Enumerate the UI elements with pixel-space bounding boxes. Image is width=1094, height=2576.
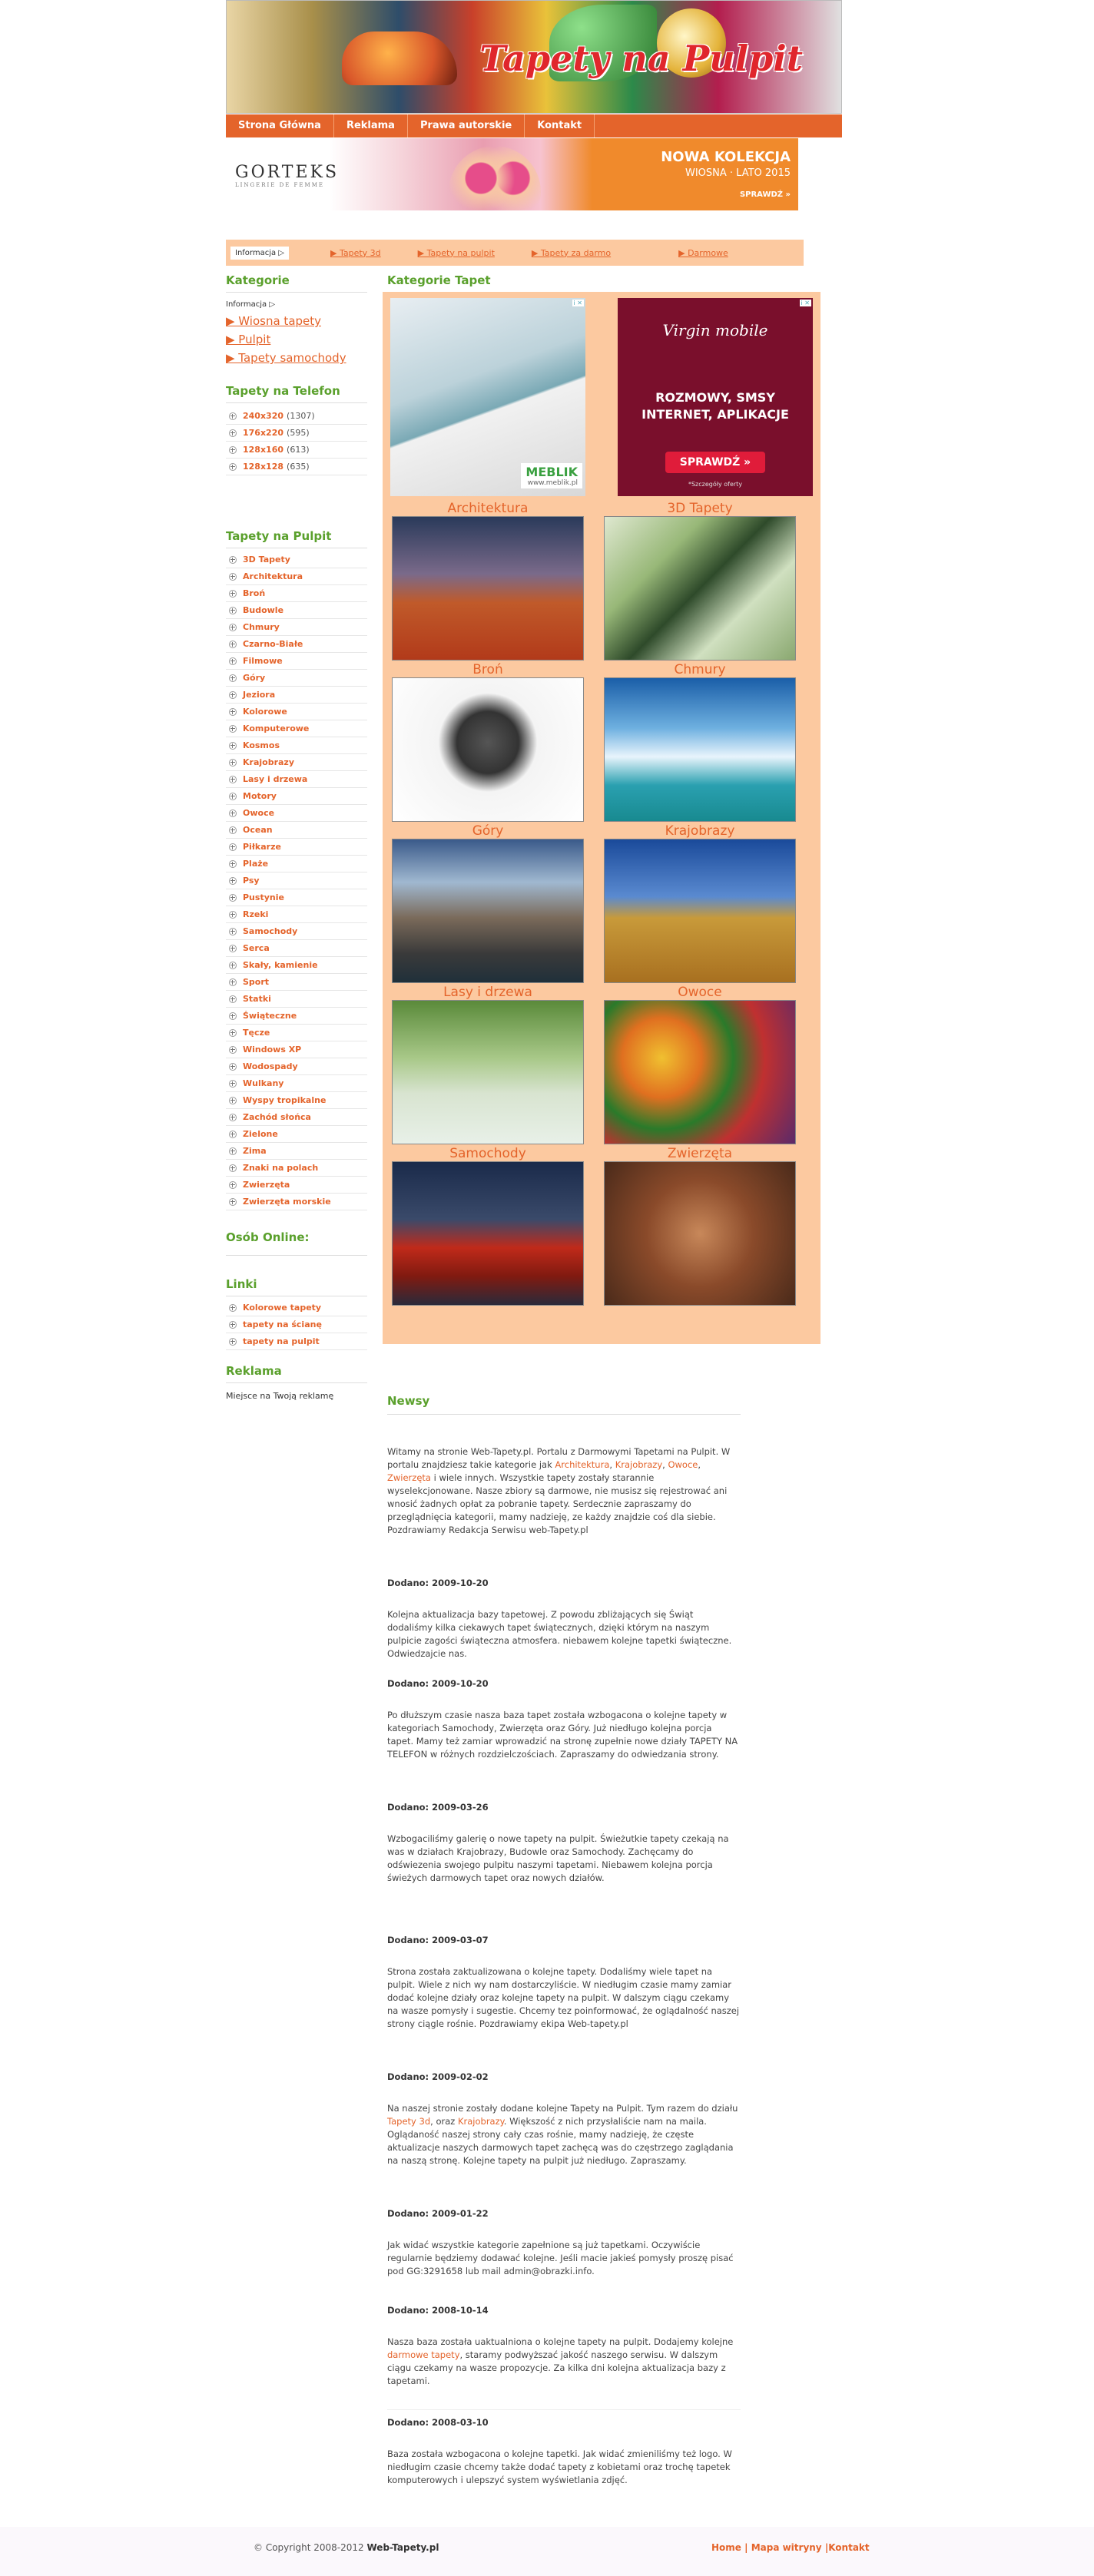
sidebar-link-tapety-samochody[interactable]: ▶ Tapety samochody (226, 351, 346, 365)
category-card-bron[interactable] (390, 662, 585, 822)
pulpit-item-lasy-i-drzewa[interactable]: Lasy i drzewa (226, 771, 367, 788)
sidebar-link-pulpit[interactable]: ▶ Pulpit (226, 333, 271, 346)
plus-icon (229, 776, 237, 783)
banner-cta[interactable]: SPRAWDŹ » (739, 190, 791, 199)
telefon-list (226, 408, 367, 475)
telefon-item[interactable]: 128x128 (635) (226, 459, 367, 475)
info-link-tapety-3d[interactable]: ▶ Tapety 3d (330, 247, 381, 258)
plus-icon (229, 995, 237, 1003)
plus-icon (229, 1147, 237, 1155)
category-label[interactable]: Lasy i drzewa (443, 985, 532, 1000)
news-date: Dodano: 2009-03-07 (387, 1935, 489, 1945)
pulpit-item-czarno-biale[interactable]: Czarno-Białe (226, 636, 367, 653)
plus-icon (229, 826, 237, 834)
plus-icon (229, 657, 237, 665)
news-item (387, 1577, 741, 1660)
sidebar-title-reklama: Reklama (226, 1364, 367, 1383)
news-item (387, 1801, 741, 1885)
sidebar-title-telefon: Tapety na Telefon (226, 384, 367, 403)
category-grid (383, 292, 820, 1344)
category-card-3d-tapety[interactable] (602, 501, 797, 661)
ad-virgin[interactable] (618, 298, 813, 496)
plus-icon (229, 607, 237, 614)
category-thumbnail[interactable] (392, 1161, 584, 1306)
plus-icon (229, 962, 237, 969)
news-text: Wzbogaciliśmy galerię o nowe tapety na pulpit. Świeżutkie tapety czekają na was w działach Krajobrazy, Budowle oraz Samochody. Zachęcamy do odświezenia swojego pulpitu naszymi tapetami. Niebawem kolejna porcja świeżych darmowych tapet oraz nowych działów. (387, 1833, 729, 1883)
category-label[interactable]: Krajobrazy (665, 823, 735, 839)
plus-icon (229, 894, 237, 902)
telefon-item[interactable]: 240x320 (1307) (226, 408, 367, 425)
news-text: Jak widać wszystkie kategorie zapełnione są już tapetkami. Oczywiście regularnie będziemy dodawać kolejne. Jeśli macie jakieś pomysły proszę pisać pod GG:3291658 lub mail admin@obrazki.info. (387, 2240, 734, 2276)
sidebar-title-online: Osób Online: (226, 1230, 367, 1256)
nav-home[interactable]: Strona Główna (226, 114, 334, 137)
info-link-tapety-na-pulpit[interactable]: ▶ Tapety na pulpit (417, 247, 495, 258)
pulpit-item-chmury[interactable]: Chmury (226, 619, 367, 636)
news-text: Po dłuższym czasie nasza baza tapet została wzbogacona o kolejne tapety w kategoriach Samochody, Zwierzęta oraz Góry. Już niedługo kolejna porcja tapet. Mamy też zamiar wprowadzić na stronę zupełnie nowe działy TAPETY NA TELEFON w różnych rozdzielczościach. Zapraszamy do odwiedzania strony. (387, 1710, 738, 1760)
pulpit-item-bron[interactable]: Broń (226, 585, 367, 602)
plus-icon (229, 1181, 237, 1189)
plus-icon (229, 877, 237, 885)
ad-virgin-cta[interactable]: SPRAWDŹ » (665, 452, 765, 473)
news-item (387, 2409, 741, 2487)
site-header (226, 0, 842, 114)
category-label[interactable]: Zwierzęta (667, 1146, 733, 1161)
linki-item-kolorowe-tapety[interactable]: Kolorowe tapety (226, 1300, 367, 1316)
footer (0, 2527, 1094, 2576)
plus-icon (229, 641, 237, 648)
plus-icon (229, 978, 237, 986)
news-text: Kolejna aktualizacja bazy tapetowej. Z powodu zbliżających się Świąt dodaliśmy kilka ciekawych tapet świątecznych, dzięki którym na naszym pulpicie zagości świąteczna atmosfera. niebawem kolejne tapetki świąteczne. Odwiedzajcie nas. (387, 1609, 732, 1659)
plus-icon (229, 1131, 237, 1138)
pulpit-item-ocean[interactable]: Ocean (226, 822, 367, 839)
news-link-darmowe-tapety[interactable]: darmowe tapety (387, 2349, 460, 2360)
pulpit-item-znaki-na-polach[interactable]: Znaki na polach (226, 1160, 367, 1177)
category-label[interactable]: Broń (472, 662, 503, 677)
banner-model-image (449, 146, 541, 210)
plus-icon (229, 412, 237, 420)
news-link-krajobrazy-2[interactable]: Krajobrazy (457, 2116, 504, 2127)
sidebar-info-label: Informacja ▷ (226, 300, 276, 309)
news-date: Dodano: 2008-03-10 (387, 2417, 489, 2428)
pulpit-item-statki[interactable]: Statki (226, 991, 367, 1008)
pulpit-item-zielone[interactable]: Zielone (226, 1126, 367, 1143)
pulpit-item-motory[interactable]: Motory (226, 788, 367, 805)
pulpit-item-budowle[interactable]: Budowle (226, 602, 367, 619)
pulpit-item-samochody[interactable]: Samochody (226, 923, 367, 940)
news-section (387, 1395, 741, 2487)
pulpit-item-komputerowe[interactable]: Komputerowe (226, 720, 367, 737)
pulpit-item-krajobrazy[interactable]: Krajobrazy (226, 754, 367, 771)
category-label[interactable]: Owoce (678, 985, 722, 1000)
pulpit-item-zwierzeta-morskie[interactable]: Zwierzęta morskie (226, 1194, 367, 1210)
ad-virgin-logo: Virgin mobile (662, 321, 768, 339)
plus-icon (229, 674, 237, 682)
plus-icon (229, 446, 237, 454)
nav-prawa-autorskie[interactable]: Prawa autorskie (408, 114, 525, 137)
footer-link-home[interactable]: Home (711, 2542, 741, 2553)
plus-icon (229, 1114, 237, 1121)
news-link-owoce[interactable]: Owoce (668, 1459, 698, 1470)
pulpit-item-pilkarze[interactable]: Piłkarze (226, 839, 367, 856)
plus-icon (229, 1046, 237, 1054)
category-card-zwierzeta[interactable] (602, 1146, 797, 1306)
news-title: Newsy (387, 1395, 741, 1415)
news-link-krajobrazy[interactable]: Krajobrazy (615, 1459, 663, 1470)
pulpit-item-sport[interactable]: Sport (226, 974, 367, 991)
linki-list (226, 1300, 367, 1350)
ad-close-icon[interactable]: i ✕ (801, 300, 810, 306)
plus-icon (229, 945, 237, 952)
pulpit-item-pustynie[interactable]: Pustynie (226, 889, 367, 906)
news-date: Dodano: 2009-10-20 (387, 1578, 489, 1588)
ad-close-icon[interactable]: i ✕ (573, 300, 582, 306)
news-item (387, 2304, 741, 2388)
news-link-tapety-3d[interactable]: Tapety 3d (387, 2116, 431, 2127)
pulpit-item-architektura[interactable]: Architektura (226, 568, 367, 585)
pulpit-item-zachod-slonca[interactable]: Zachód słońca (226, 1109, 367, 1126)
footer-link-kontakt[interactable]: Kontakt (828, 2542, 870, 2553)
plus-icon (229, 463, 237, 471)
pulpit-item-wodospady[interactable]: Wodospady (226, 1058, 367, 1075)
sidebar-title-pulpit: Tapety na Pulpit (226, 529, 367, 548)
pulpit-category-list (226, 551, 367, 1210)
plus-icon (229, 1321, 237, 1329)
news-date: Dodano: 2009-10-20 (387, 1678, 489, 1689)
ad-meblik[interactable] (390, 298, 585, 496)
category-card-architektura[interactable] (390, 501, 585, 661)
footer-copyright: © Copyright 2008-2012 Web-Tapety.pl (254, 2542, 439, 2553)
plus-icon (229, 860, 237, 868)
news-date: Dodano: 2009-03-26 (387, 1802, 489, 1813)
pulpit-item-3d-tapety[interactable]: 3D Tapety (226, 551, 367, 568)
plus-icon (229, 810, 237, 817)
banner-brand: GORTEKS LINGERIE DE FEMME (235, 163, 340, 188)
plus-icon (229, 1164, 237, 1172)
pulpit-item-swiateczne[interactable]: Świąteczne (226, 1008, 367, 1025)
plus-icon (229, 759, 237, 767)
news-date: Dodano: 2009-01-22 (387, 2208, 489, 2219)
plus-icon (229, 1029, 237, 1037)
category-card-gory[interactable] (390, 823, 585, 983)
plus-icon (229, 793, 237, 800)
pulpit-item-skaly-kamienie[interactable]: Skały, kamienie (226, 957, 367, 974)
category-card-krajobrazy[interactable] (602, 823, 797, 983)
category-label[interactable]: Chmury (674, 662, 726, 677)
main-title: Kategorie Tapet (387, 273, 491, 287)
linki-item-tapety-na-sciane[interactable]: tapety na ścianę (226, 1316, 367, 1333)
plus-icon (229, 1063, 237, 1071)
pulpit-item-kolorowe[interactable]: Kolorowe (226, 704, 367, 720)
category-thumbnail[interactable] (604, 839, 796, 983)
pulpit-item-psy[interactable]: Psy (226, 872, 367, 889)
category-card-lasy-i-drzewa[interactable] (390, 985, 585, 1144)
linki-item-tapety-na-pulpit[interactable]: tapety na pulpit (226, 1333, 367, 1350)
plus-icon (229, 1338, 237, 1346)
plus-icon (229, 911, 237, 919)
news-date: Dodano: 2009-02-02 (387, 2071, 489, 2082)
news-text: Nasza baza została uaktualniona o kolejne tapety na pulpit. Dodajemy kolejne darmowe tapety, staramy podwyższać jakość naszego serwisu. W dalszym ciągu czekamy na wasze propozycje. Za kilka dni kolejna aktualizacja bazy z tapetami. (387, 2336, 734, 2386)
plus-icon (229, 843, 237, 851)
news-link-architektura[interactable]: Architektura (555, 1459, 610, 1470)
news-text: Na naszej stronie zostały dodane kolejne Tapety na Pulpit. Tym razem do działu Tapety 3d, oraz Krajobrazy. Większość z nich przysłaliście nam na maila. Oglądaność naszej strony cały czas rośnie, mamy nadzieję, że częste aktualizacje naszych darmowych tapet zachęcą was do częstrzego zaglądania na naszą stronę. Kolejne tapety na pulpit już niedługo. Zapraszamy. (387, 2103, 738, 2166)
news-text: Baza została wzbogacona o kolejne tapetki. Jak widać zmieniliśmy też logo. W niedługim czasie chcemy także dodać tapety z kobietami oraz trochę tapetek komputerowych i ulepszyć system wyświetlania zdjęć. (387, 2449, 732, 2485)
sidebar (226, 273, 367, 1401)
sidebar-reklama-text: Miejsce na Twoją reklamę (226, 1391, 334, 1401)
category-thumbnail[interactable] (392, 1000, 584, 1144)
footer-links: Home | Mapa witryny |Kontakt (711, 2542, 870, 2553)
news-text: Strona została zaktualizowana o kolejne tapety. Dodaliśmy wiele tapet na pulpit. Wiele z nich wy nam dostarczyliście. W niedługim czasie mamy zamiar dodać kolejne działy oraz kolejne tapety na pulpit. W dalszym ciągu czekamy na wasze pomysły i sugestie. Chcemy tez poinformować, że oglądalność naszej strony ciągle rośnie. Pozdrawiamy ekipa Web-tapety.pl (387, 1966, 740, 2029)
pulpit-item-windows-xp[interactable]: Windows XP (226, 1041, 367, 1058)
pulpit-item-wyspy-tropikalne[interactable]: Wyspy tropikalne (226, 1092, 367, 1109)
category-card-chmury[interactable] (602, 662, 797, 822)
news-item (387, 1934, 741, 2031)
plus-icon (229, 708, 237, 716)
pulpit-item-jeziora[interactable]: Jeziora (226, 687, 367, 704)
category-thumbnail[interactable] (392, 677, 584, 822)
category-thumbnail[interactable] (604, 516, 796, 661)
plus-icon (229, 725, 237, 733)
header-car-image (342, 31, 457, 85)
ad-banner[interactable] (226, 138, 798, 210)
plus-icon (229, 573, 237, 581)
telefon-item[interactable]: 128x160 (613) (226, 442, 367, 459)
info-link-tapety-za-darmo[interactable]: ▶ Tapety za darmo (531, 247, 612, 258)
info-label: Informacja ▷ (230, 247, 289, 260)
pulpit-item-gory[interactable]: Góry (226, 670, 367, 687)
ad-virgin-line2: INTERNET, APLIKACJE (641, 407, 789, 422)
news-link-zwierzeta[interactable]: Zwierzęta (387, 1472, 431, 1483)
plus-icon (229, 590, 237, 598)
plus-icon (229, 691, 237, 699)
nav-kontakt[interactable]: Kontakt (525, 114, 595, 137)
telefon-item[interactable]: 176x220 (595) (226, 425, 367, 442)
site-logo[interactable]: Tapety na Pulpit (479, 38, 803, 79)
ad-virgin-note: *Szczegóły oferty (688, 481, 743, 488)
news-item (387, 1677, 741, 1761)
plus-icon (229, 1080, 237, 1088)
sidebar-title-kategorie: Kategorie (226, 273, 367, 293)
news-intro: Witamy na stronie Web-Tapety.pl. Portalu z Darmowymi Tapetami na Pulpit. W portalu znajdziesz takie kategorie jak Architektura, Krajobrazy, Owoce, Zwierzęta i wiele innych. Wszystkie tapety zostały starannie wyselekcjonowane. Nasze zbiory są darmowe, nie musisz się rejestrować ani wnosić żadnych opłat za pobranie tapety. Serdecznie zapraszamy do przeglądnięcia kategorii, mamy nadzieję, ze każdy znajdzie coś dla siebie. Pozdrawiamy Redakcja Serwisu web-Tapety.pl (387, 1446, 731, 1535)
pulpit-item-plaze[interactable]: Plaże (226, 856, 367, 872)
category-label[interactable]: Samochody (449, 1146, 526, 1161)
sidebar-link-wiosna-tapety[interactable]: ▶ Wiosna tapety (226, 314, 322, 328)
category-thumbnail[interactable] (604, 677, 796, 822)
plus-icon (229, 742, 237, 750)
plus-icon (229, 556, 237, 564)
plus-icon (229, 1097, 237, 1104)
pulpit-item-zwierzeta[interactable]: Zwierzęta (226, 1177, 367, 1194)
footer-link-mapa[interactable]: Mapa witryny (751, 2542, 822, 2553)
category-label[interactable]: Architektura (447, 501, 529, 516)
category-thumbnail[interactable] (392, 839, 584, 983)
category-label[interactable]: Góry (472, 823, 504, 839)
main-nav (226, 114, 842, 137)
plus-icon (229, 1012, 237, 1020)
category-label[interactable]: 3D Tapety (667, 501, 733, 516)
category-thumbnail[interactable] (604, 1000, 796, 1144)
plus-icon (229, 1304, 237, 1312)
plus-icon (229, 1198, 237, 1206)
category-card-owoce[interactable] (602, 985, 797, 1144)
category-thumbnail[interactable] (392, 516, 584, 661)
pulpit-item-zima[interactable]: Zima (226, 1143, 367, 1160)
nav-reklama[interactable]: Reklama (334, 114, 408, 137)
pulpit-item-owoce[interactable]: Owoce (226, 805, 367, 822)
info-link-darmowe[interactable]: ▶ Darmowe (678, 247, 728, 258)
plus-icon (229, 624, 237, 631)
category-card-samochody[interactable] (390, 1146, 585, 1306)
plus-icon (229, 429, 237, 437)
ad-virgin-line1: ROZMOWY, SMSY (655, 390, 775, 405)
news-item (387, 2207, 741, 2278)
pulpit-item-wulkany[interactable]: Wulkany (226, 1075, 367, 1092)
category-thumbnail[interactable] (604, 1161, 796, 1306)
info-link-bar (226, 240, 804, 266)
plus-icon (229, 928, 237, 935)
pulpit-item-rzeki[interactable]: Rzeki (226, 906, 367, 923)
banner-season: WIOSNA · LATO 2015 (685, 167, 791, 179)
banner-headline: NOWA KOLEKCJA (661, 149, 791, 165)
news-item (387, 2071, 741, 2167)
pulpit-item-serca[interactable]: Serca (226, 940, 367, 957)
news-date: Dodano: 2008-10-14 (387, 2305, 489, 2316)
ad-meblik-brand: MEBLIK www.meblik.pl (521, 463, 582, 488)
pulpit-item-filmowe[interactable]: Filmowe (226, 653, 367, 670)
pulpit-item-tecze[interactable]: Tęcze (226, 1025, 367, 1041)
pulpit-item-kosmos[interactable]: Kosmos (226, 737, 367, 754)
sidebar-title-linki: Linki (226, 1277, 367, 1296)
